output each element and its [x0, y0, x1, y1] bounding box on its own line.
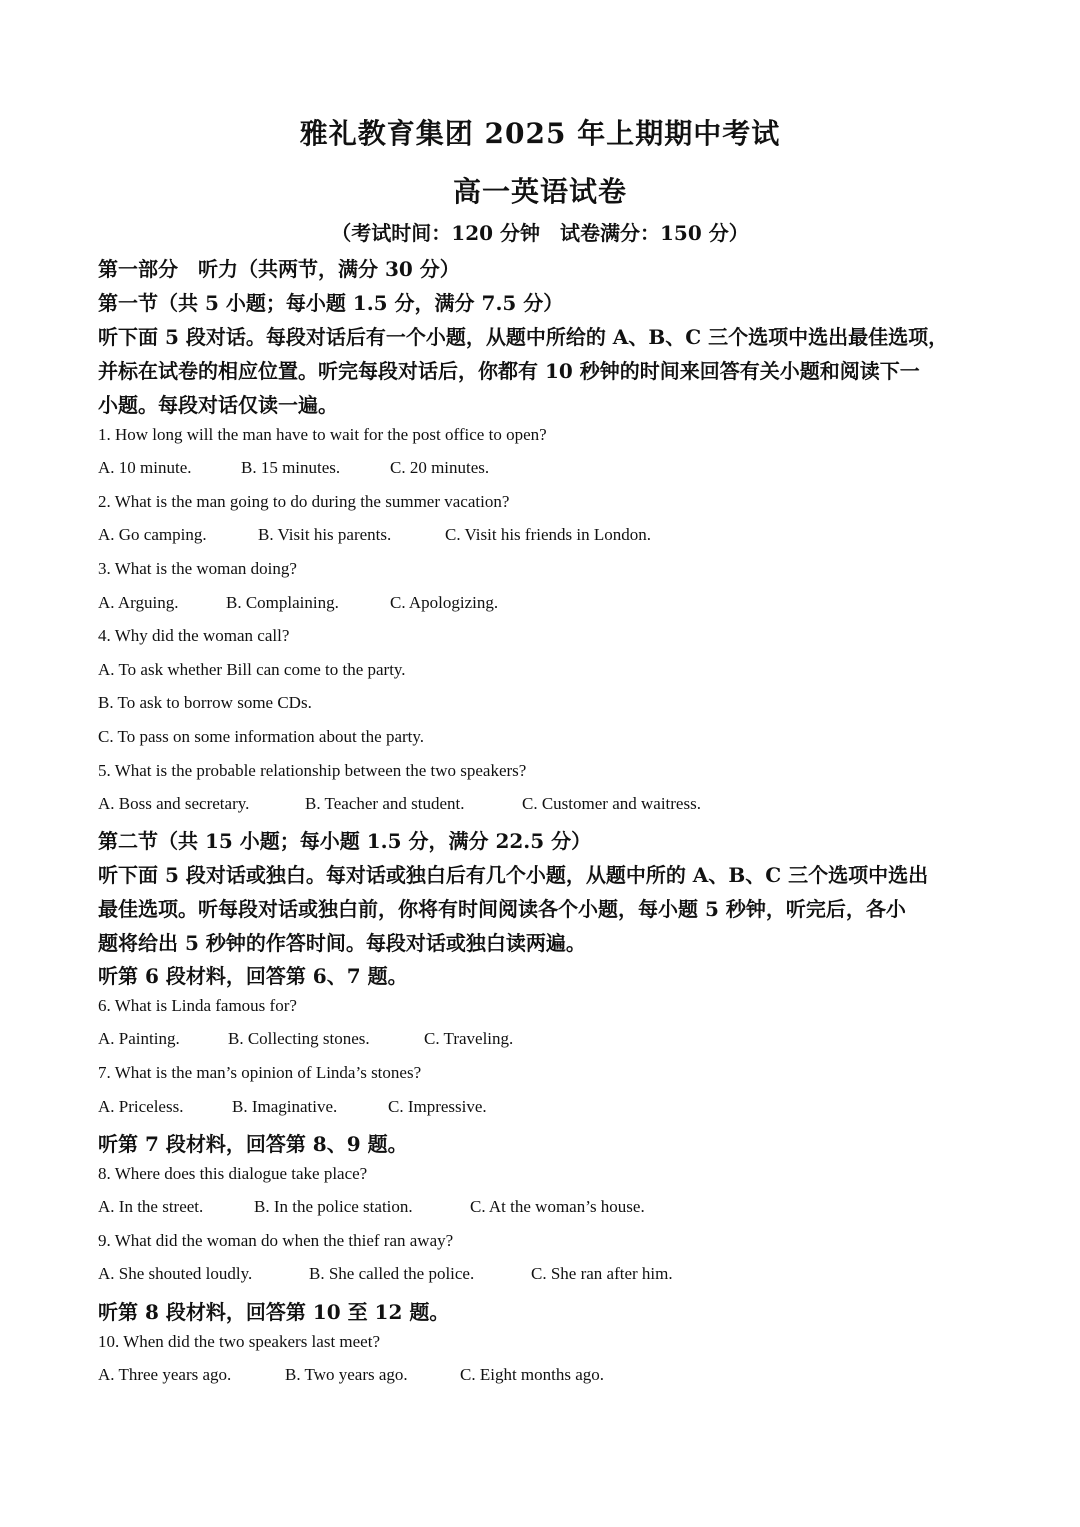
question-1: 1. How long will the man have to wait for the post office to open?	[98, 425, 547, 444]
option-a: A. Three years ago.	[98, 1365, 232, 1384]
question-2: 2. What is the man going to do during the summer vacation?	[98, 492, 510, 511]
option-b: B. Visit his parents.	[258, 525, 392, 544]
question-5: 5. What is the probable relationship between the two speakers?	[98, 761, 527, 780]
question-8: 8. Where does this dialogue take place?	[98, 1164, 368, 1183]
option-a: A. 10 minute.	[98, 458, 192, 477]
option-b: B. 15 minutes.	[241, 458, 341, 477]
section1-instruction-line: 听下面 5 段对话。每段对话后有一个小题，从题中所给的 A、B、C 三个选项中选出最佳选项，	[98, 325, 949, 349]
option-b: B. Two years ago.	[285, 1365, 408, 1384]
option-b: B. Complaining.	[226, 593, 339, 612]
question-6: 6. What is Linda famous for?	[98, 996, 297, 1015]
option-b: B. In the police station.	[254, 1197, 413, 1216]
option-c: C. Impressive.	[388, 1097, 487, 1116]
section1-instruction-line: 并标在试卷的相应位置。听完每段对话后，你都有 10 秒钟的时间来回答有关小题和阅读下一	[98, 359, 920, 383]
question-3: 3. What is the woman doing?	[98, 559, 297, 578]
question-4-option-b: B. To ask to borrow some CDs.	[98, 693, 312, 712]
option-c: C. Traveling.	[424, 1029, 514, 1048]
option-a: A. Arguing.	[98, 593, 179, 612]
part1-heading: 第一部分 听力（共两节，满分 30 分）	[98, 257, 460, 281]
exam-title: 雅礼教育集团 2025 年上期期中考试	[299, 117, 781, 150]
option-c: C. She ran after him.	[531, 1264, 673, 1283]
option-b: B. Teacher and student.	[305, 794, 465, 813]
option-c: C. Visit his friends in London.	[445, 525, 651, 544]
question-4: 4. Why did the woman call?	[98, 626, 290, 645]
section2-instruction-line: 最佳选项。听每段对话或独白前，你将有时间阅读各个小题，每小题 5 秒钟，听完后，各小	[98, 897, 906, 921]
option-a: A. She shouted loudly.	[98, 1264, 253, 1283]
option-a: A. Painting.	[98, 1029, 180, 1048]
material-7-heading: 听第 7 段材料，回答第 8、9 题。	[98, 1132, 408, 1156]
question-4-option-c: C. To pass on some information about the party.	[98, 727, 425, 746]
option-c: C. At the woman’s house.	[470, 1197, 645, 1216]
option-a: A. Go camping.	[98, 525, 207, 544]
section1-heading: 第一节（共 5 小题；每小题 1.5 分，满分 7.5 分）	[98, 291, 564, 315]
option-a: A. In the street.	[98, 1197, 204, 1216]
question-4-option-a: A. To ask whether Bill can come to the party.	[98, 660, 406, 679]
option-b: B. She called the police.	[309, 1264, 475, 1283]
material-6-heading: 听第 6 段材料，回答第 6、7 题。	[98, 964, 408, 988]
option-b: B. Collecting stones.	[228, 1029, 370, 1048]
option-a: A. Boss and secretary.	[98, 794, 250, 813]
question-10: 10. When did the two speakers last meet?	[98, 1332, 380, 1351]
section2-instruction-line: 题将给出 5 秒钟的作答时间。每段对话或独白读两遍。	[98, 931, 586, 955]
section2-heading: 第二节（共 15 小题；每小题 1.5 分，满分 22.5 分）	[98, 829, 592, 853]
option-c: C. Apologizing.	[390, 593, 499, 612]
option-a: A. Priceless.	[98, 1097, 184, 1116]
material-8-heading: 听第 8 段材料，回答第 10 至 12 题。	[98, 1300, 450, 1324]
option-b: B. Imaginative.	[232, 1097, 338, 1116]
exam-subtitle: 高一英语试卷	[452, 175, 627, 208]
exam-info: （考试时间：120 分钟 试卷满分：150 分）	[331, 221, 749, 245]
section1-instruction-line: 小题。每段对话仅读一遍。	[98, 393, 338, 417]
question-7: 7. What is the man’s opinion of Linda’s stones?	[98, 1063, 422, 1082]
section2-instruction-line: 听下面 5 段对话或独白。每对话或独白后有几个小题，从题中所的 A、B、C 三个选项中选出	[98, 863, 929, 887]
question-9: 9. What did the woman do when the thief ran away?	[98, 1231, 454, 1250]
option-c: C. Customer and waitress.	[522, 794, 701, 813]
option-c: C. 20 minutes.	[390, 458, 490, 477]
option-c: C. Eight months ago.	[460, 1365, 605, 1384]
